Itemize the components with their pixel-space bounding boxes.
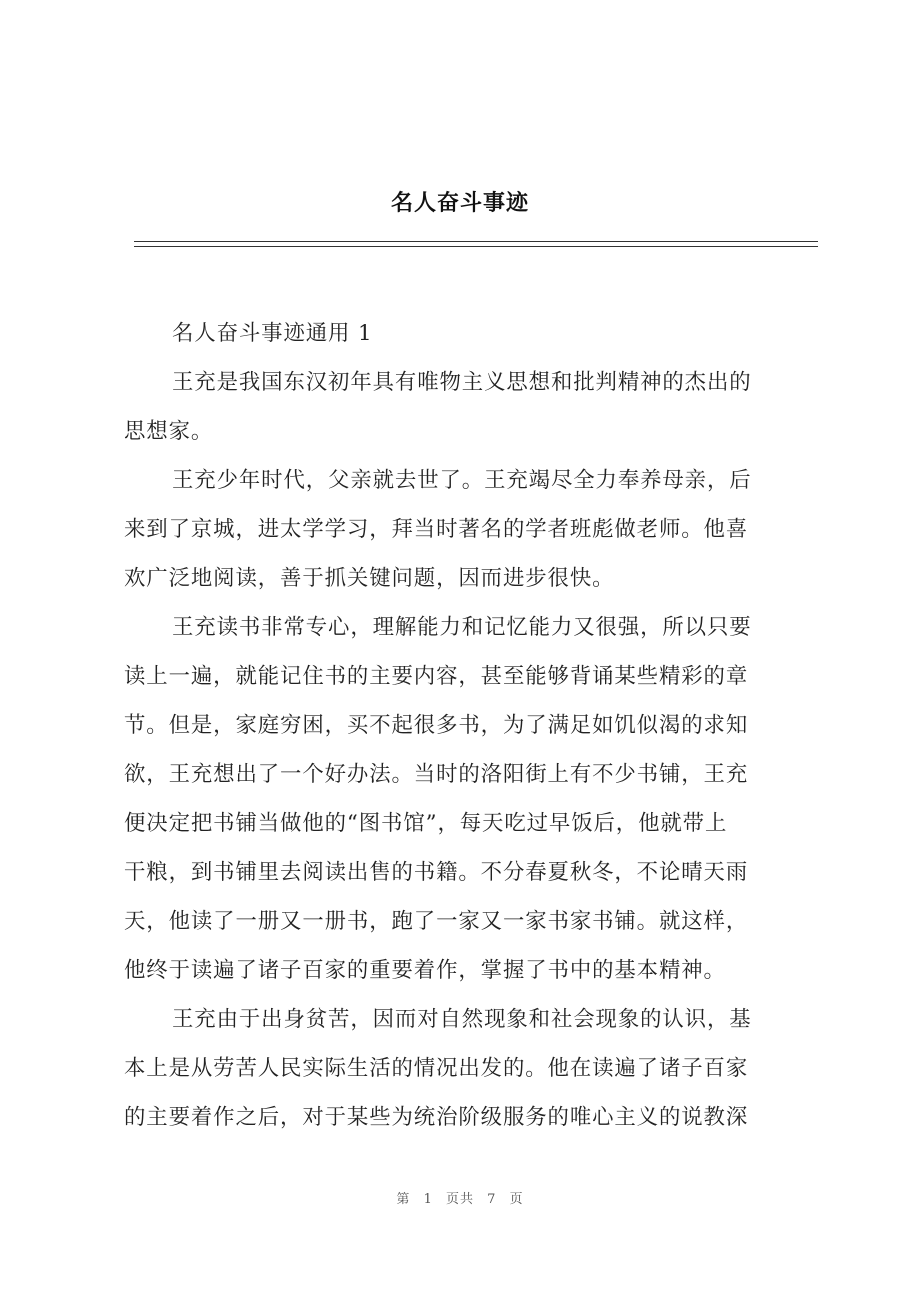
paragraph-line: 思想家。 xyxy=(124,419,214,444)
paragraph-line: 来到了京城，进太学学习，拜当时著名的学者班彪做老师。他喜 xyxy=(124,517,749,542)
paragraph-line: 读上一遍，就能记住书的主要内容，甚至能够背诵某些精彩的章 xyxy=(124,664,749,689)
page-footer xyxy=(0,1188,920,1207)
footer-current-page: 1 xyxy=(423,1192,433,1207)
paragraph-line: 本上是从劳苦人民实际生活的情况出发的。他在读遍了诸子百家 xyxy=(124,1056,749,1081)
paragraph-line: 干粮，到书铺里去阅读出售的书籍。不分春夏秋冬，不论晴天雨 xyxy=(124,860,749,885)
document-title: 名人奋斗事迹 xyxy=(390,190,529,216)
paragraph-line: 便决定把书铺当做他的“图书馆”，每天吃过早饭后，他就带上 xyxy=(124,811,728,836)
paragraph-line: 他终于读遍了诸子百家的重要着作，掌握了书中的基本精神。 xyxy=(124,958,726,983)
paragraph-line: 王充是我国东汉初年具有唯物主义思想和批判精神的杰出的 xyxy=(172,370,752,395)
paragraph-line: 欢广泛地阅读，善于抓关键问题，因而进步很快。 xyxy=(124,566,615,591)
document-body xyxy=(124,309,816,1142)
footer-total-pages: 7 xyxy=(487,1192,497,1207)
footer-prefix: 第 xyxy=(396,1192,411,1207)
paragraph-line: 天，他读了一册又一册书，跑了一家又一家书家书铺。就这样， xyxy=(124,909,749,934)
paragraph-line: 王充少年时代，父亲就去世了。王充竭尽全力奉养母亲，后 xyxy=(172,468,752,493)
paragraph-line: 王充读书非常专心，理解能力和记忆能力又很强，所以只要 xyxy=(172,615,752,640)
paragraph-line: 欲，王充想出了一个好办法。当时的洛阳街上有不少书铺，王充 xyxy=(124,762,749,787)
footer-middle: 页共 xyxy=(445,1192,474,1207)
section-heading: 名人奋斗事迹通用 1 xyxy=(172,321,373,346)
paragraph-line: 王充由于出身贫苦，因而对自然现象和社会现象的认识，基 xyxy=(172,1007,752,1032)
footer-suffix: 页 xyxy=(509,1192,524,1207)
paragraph-line: 节。但是，家庭穷困，买不起很多书，为了满足如饥似渴的求知 xyxy=(124,713,749,738)
title-double-rule xyxy=(134,241,818,247)
paragraph-line: 的主要着作之后，对于某些为统治阶级服务的唯心主义的说教深 xyxy=(124,1105,749,1130)
